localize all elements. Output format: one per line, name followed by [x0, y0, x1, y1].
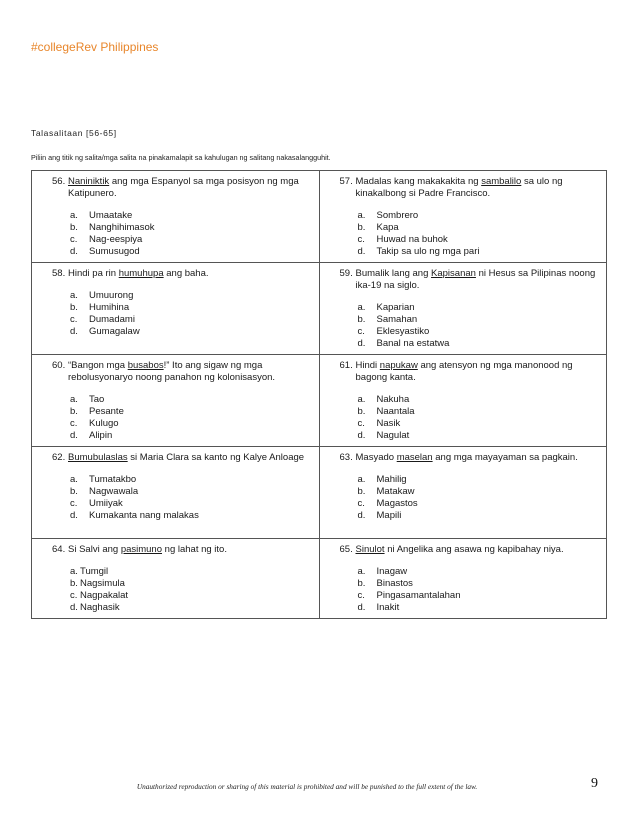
answer-option: d. Mapili — [357, 510, 402, 521]
answer-option: a. Mahilig — [357, 474, 407, 485]
underlined-term: pasimuno — [120, 544, 163, 555]
instruction-text: Piliin ang titik ng salita/mga salita na pinakamalapit sa kahulugan ng salitang nakasalangguhit. — [31, 153, 331, 162]
answer-option: b. Pesante — [70, 406, 124, 417]
question-65: 65. Sinulot ni Angelika ang asawa ng kapibahay niya. a. Inagaw b. Binastos c. Pingasamantalahan d. Inakit — [319, 539, 607, 619]
underlined-term: napukaw — [379, 360, 418, 371]
answer-option: c. Dumadami — [70, 314, 135, 325]
answer-option: d. Banal na estatwa — [357, 338, 450, 349]
question-56: 56. Naniniktik ang mga Espanyol sa mga posisyon ng mga Katipunero. a. Umaatake b. Nanghihimasok c. Nag-eespiya d. Sumusugod — [32, 171, 320, 263]
underlined-term: sambalilo — [481, 176, 522, 187]
answer-option: d. Alipin — [70, 430, 113, 441]
answer-option: a. Sombrero — [357, 210, 419, 221]
question-58: 58. Hindi pa rin humuhupa ang baha. a. Umuurong b. Humihina c. Dumadami d. Gumagalaw — [32, 263, 320, 355]
answer-option: d. Gumagalaw — [70, 326, 140, 337]
answer-option: a. Umuurong — [70, 290, 134, 301]
underlined-term: Bumubulaslas — [68, 452, 128, 463]
answer-option: b. Nanghihimasok — [70, 222, 155, 233]
question-59: 59. Bumalik lang ang Kapisanan ni Hesus sa Pilipinas noong ika-19 na siglo. a. Kaparian b. Samahan c. Eklesyastiko d. Banal na estatwa — [319, 263, 607, 355]
answer-option: c. Nasik — [357, 418, 401, 429]
answer-option: a. Kaparian — [357, 302, 415, 313]
answer-option: b. Nagsimula — [70, 578, 125, 589]
answer-option: b. Kapa — [357, 222, 399, 233]
underlined-term: Naniniktik — [68, 176, 110, 187]
underlined-term: humuhupa — [118, 268, 164, 279]
answer-option: a. Tumatakbo — [70, 474, 137, 485]
answer-option: d. Takip sa ulo ng mga pari — [357, 246, 480, 257]
underlined-term: Kapisanan — [431, 268, 476, 279]
question-57: 57. Madalas kang makakakita ng sambalilo sa ulo ng kinakalbong si Padre Francisco. a. Sombrero b. Kapa c. Huwad na buhok d. Takip sa ulo ng mga pari — [319, 171, 607, 263]
answer-option: d. Naghasik — [70, 602, 120, 613]
header-brand: #collegeRev Philippines — [31, 40, 159, 54]
underlined-term: Sinulot — [355, 544, 385, 555]
answer-option: c. Umiiyak — [70, 498, 123, 509]
question-63: 63. Masyado maselan ang mga mayayaman sa pagkain. a. Mahilig b. Matakaw c. Magastos d. Mapili — [319, 447, 607, 539]
vocabulary-question-table — [31, 170, 607, 619]
question-60: 60. “Bangon mga busabos!” Ito ang sigaw ng mga rebolusyonaryo noong panahon ng kolonisasyon. a. Tao b. Pesante c. Kulugo d. Alipin — [32, 355, 320, 447]
answer-option: b. Humihina — [70, 302, 130, 313]
question-62: 62. Bumubulaslas si Maria Clara sa kanto ng Kalye Anloage a. Tumatakbo b. Nagwawala c. Umiiyak d. Kumakanta nang malakas — [32, 447, 320, 539]
answer-option: a. Inagaw — [357, 566, 408, 577]
underlined-term: busabos — [127, 360, 164, 371]
answer-option: b. Matakaw — [357, 486, 415, 497]
answer-option: c. Nagpakalat — [70, 590, 129, 601]
answer-option: c. Kulugo — [70, 418, 119, 429]
underlined-term: maselan — [396, 452, 433, 463]
answer-option: b. Samahan — [357, 314, 418, 325]
copyright-notice: Unauthorized reproduction or sharing of this material is prohibited and will be punished to the full extent of the law. — [136, 782, 478, 791]
answer-option: b. Nagwawala — [70, 486, 139, 497]
answer-option: c. Eklesyastiko — [357, 326, 430, 337]
question-64: 64. Si Salvi ang pasimuno ng lahat ng ito. a. Tumgil b. Nagsimula c. Nagpakalat d. Naghasik — [32, 539, 320, 619]
answer-option: b. Naantala — [357, 406, 415, 417]
answer-option: c. Magastos — [357, 498, 418, 509]
answer-option: d. Sumusugod — [70, 246, 140, 257]
answer-option: a. Umaatake — [70, 210, 133, 221]
answer-option: a. Tumgil — [70, 566, 109, 577]
answer-option: a. Tao — [70, 394, 105, 405]
answer-option: c. Pingasamantalahan — [357, 590, 461, 601]
section-title: Talasalitaan [56-65] — [31, 128, 117, 138]
answer-option: b. Binastos — [357, 578, 413, 589]
page-number: 9 — [591, 776, 598, 791]
answer-option: d. Inakit — [357, 602, 400, 613]
answer-option: c. Huwad na buhok — [357, 234, 448, 245]
answer-option: a. Nakuha — [357, 394, 410, 405]
question-61: 61. Hindi napukaw ang atensyon ng mga manonood ng bagong kanta. a. Nakuha b. Naantala c. Nasik d. Nagulat — [319, 355, 607, 447]
answer-option: c. Nag-eespiya — [70, 234, 143, 245]
answer-option: d. Nagulat — [357, 430, 410, 441]
answer-option: d. Kumakanta nang malakas — [70, 510, 199, 521]
